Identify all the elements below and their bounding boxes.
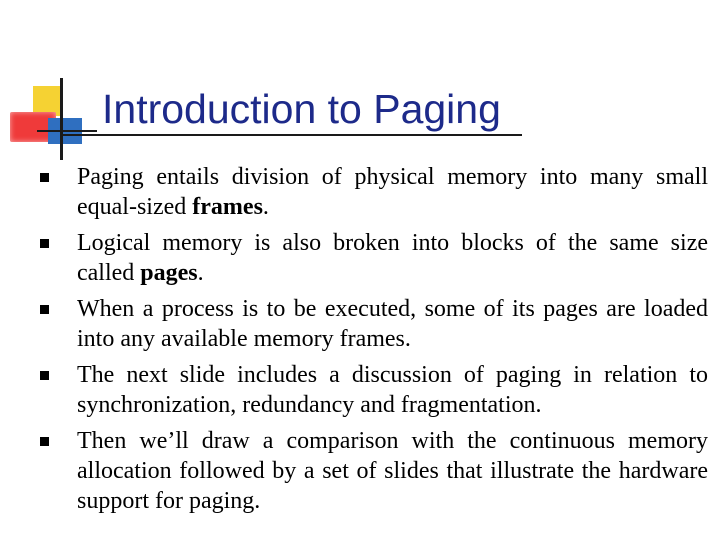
logo-horizontal-line (37, 130, 97, 132)
bullet-marker (40, 371, 49, 380)
bullet-text: When a process is to be executed, some of its pages are loaded into any available memory frames. (77, 296, 708, 352)
bullet-text-end: . (197, 260, 204, 286)
slide-logo (0, 0, 120, 170)
bullet-item (40, 426, 708, 516)
logo-vertical-line (60, 78, 63, 160)
bullet-item (40, 360, 708, 420)
slide-title: Introduction to Paging (102, 86, 501, 132)
bullet-item (40, 162, 708, 222)
bullet-marker (40, 437, 49, 446)
bullet-marker (40, 239, 49, 248)
bullet-text-end: . (262, 194, 269, 220)
bullet-item (40, 294, 708, 354)
bullet-text: Then we’ll draw a comparison with the continuous memory allocation followed by a set of slides that illustrate the hardware support for paging. (77, 428, 708, 514)
bullet-text: The next slide includes a discussion of paging in relation to synchronization, redundancy and fragmentation. (77, 362, 708, 418)
bullet-bold-term: pages (140, 260, 198, 286)
bullet-marker (40, 173, 49, 182)
bullet-list (40, 162, 708, 522)
bullet-marker (40, 305, 49, 314)
bullet-item (40, 228, 708, 288)
title-underline (62, 134, 522, 136)
bullet-text: Logical memory is also broken into blocks of the same size called (77, 230, 708, 286)
bullet-bold-term: frames (192, 194, 263, 220)
bullet-text: Paging entails division of physical memory into many small equal-sized (77, 164, 708, 220)
